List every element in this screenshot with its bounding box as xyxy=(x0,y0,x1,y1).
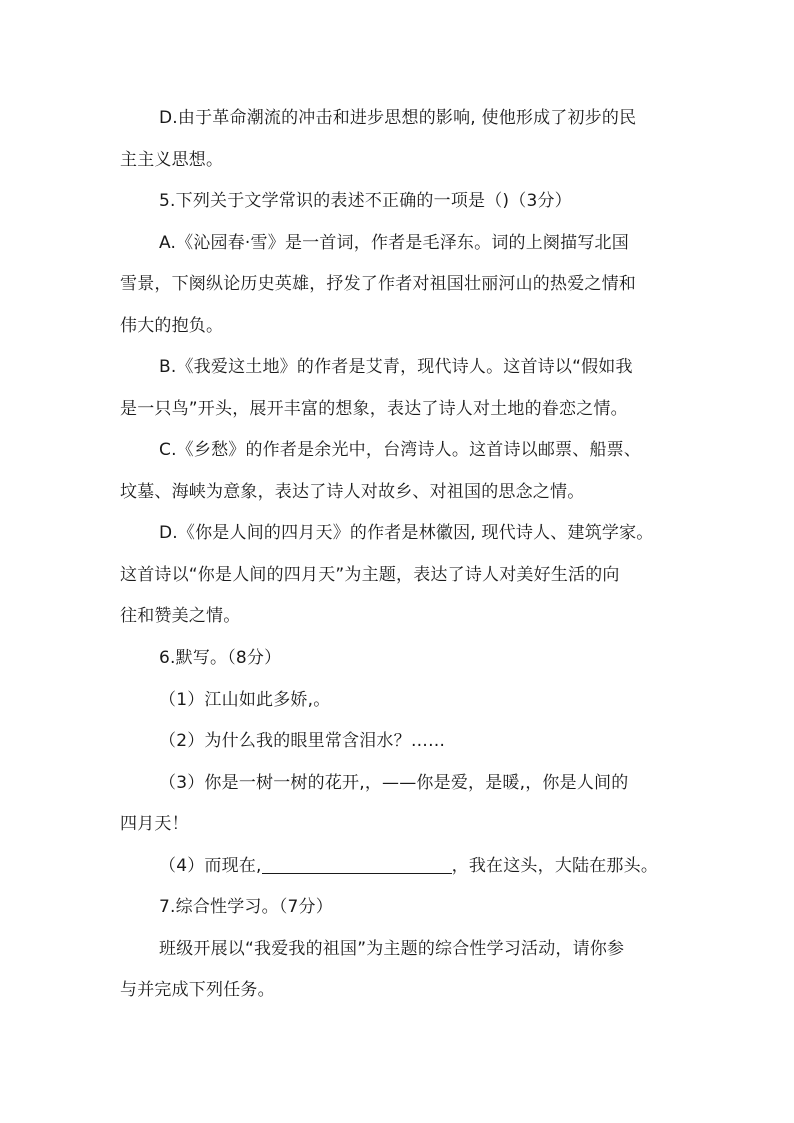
q6-item-1: （1）江山如此多娇,。 xyxy=(159,690,331,710)
q5-option-d-line1: D.《你是人间的四月天》的作者是林徽因, 现代诗人、建筑学家。 xyxy=(159,523,654,543)
q5-option-a-line1: A.《沁园春·雪》是一首词，作者是毛泽东。词的上阕描写北国 xyxy=(159,233,629,253)
q6-item-4 xyxy=(159,855,658,877)
q5-option-c-line2: 坟墓、海峡为意象，表达了诗人对故乡、对祖国的思念之情。 xyxy=(120,482,585,502)
q5-option-a-line2: 雪景，下阕纵论历史英雄，抒发了作者对祖国壮丽河山的热爱之情和 xyxy=(120,274,636,294)
q6-item-4-before: （4）而现在, xyxy=(159,856,262,876)
q6-stem: 6.默写。（8分） xyxy=(159,648,282,668)
fill-in-blank[interactable] xyxy=(262,855,452,874)
q4-option-d-line2: 主主义思想。 xyxy=(120,150,224,170)
q6-item-3-line1: （3）你是一树一树的花开,，——你是爱，是暖,，你是人间的 xyxy=(159,773,629,793)
q7-stem: 7.综合性学习。（7分） xyxy=(159,897,333,917)
q7-intro-line2: 与并完成下列任务。 xyxy=(120,980,275,1000)
q6-item-3-line2: 四月天！ xyxy=(120,814,189,834)
q4-option-d-line1: D.由于革命潮流的冲击和进步思想的影响, 使他形成了初步的民 xyxy=(159,108,637,128)
q5-option-d-line3: 往和赞美之情。 xyxy=(120,606,241,626)
q5-option-b-line1: B.《我爱这土地》的作者是艾青，现代诗人。这首诗以“假如我 xyxy=(159,357,633,377)
q5-option-a-line3: 伟大的抱负。 xyxy=(120,316,224,336)
q5-option-d-line2: 这首诗以“你是人间的四月天”为主题，表达了诗人对美好生活的向 xyxy=(120,565,620,585)
q5-option-b-line2: 是一只鸟”开头，展开丰富的想象，表达了诗人对土地的眷恋之情。 xyxy=(120,399,628,419)
q5-stem: 5.下列关于文学常识的表述不正确的一项是（)（3分） xyxy=(159,191,572,211)
q6-item-2: （2）为什么我的眼里常含泪水？…… xyxy=(159,731,446,751)
q7-intro-line1: 班级开展以“我爱我的祖国”为主题的综合性学习活动，请你参 xyxy=(159,939,625,959)
q5-option-c-line1: C.《乡愁》的作者是余光中，台湾诗人。这首诗以邮票、船票、 xyxy=(159,440,642,460)
q6-item-4-after: ，我在这头，大陆在那头。 xyxy=(451,856,659,876)
